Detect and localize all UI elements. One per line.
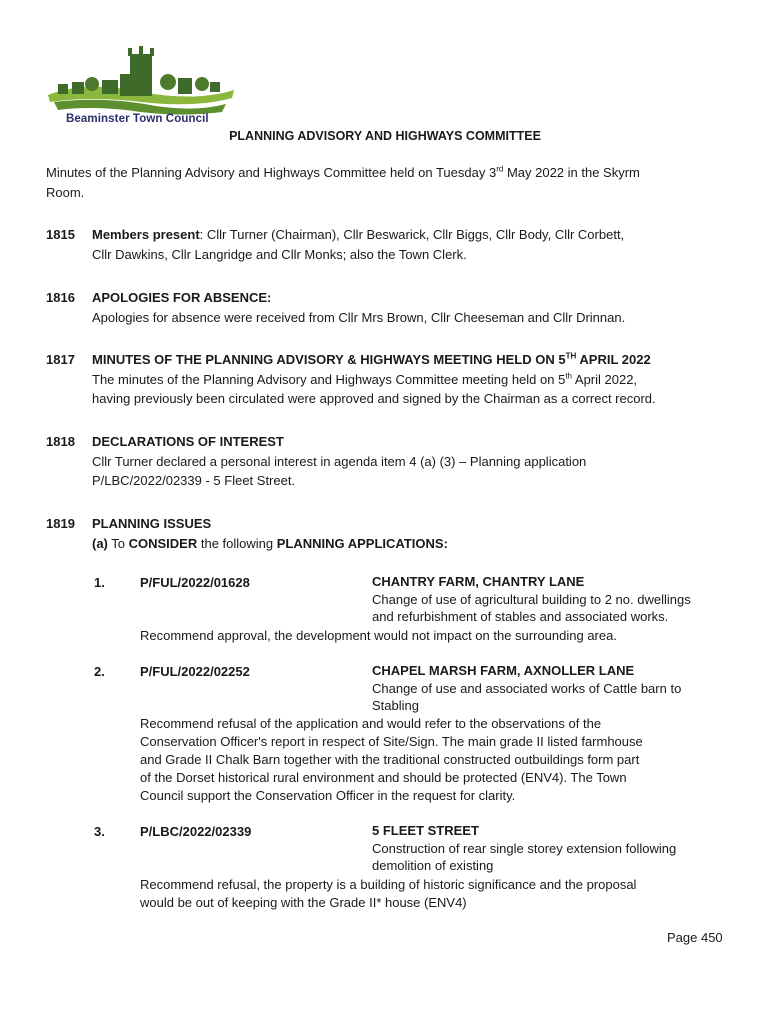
application-reference: P/FUL/2022/02252 (140, 664, 250, 679)
subheading-label: (a) (92, 535, 108, 551)
declarations-section (92, 432, 732, 491)
application-description-line: Construction of rear single storey extension following (372, 840, 677, 856)
application-description-line: Stabling (372, 698, 419, 713)
apologies-text: Apologies for absence were received from Cllr Mrs Brown, Cllr Cheeseman and Cllr Drinnan. (92, 309, 626, 325)
application-number: 2. (94, 664, 105, 679)
declarations-line2: P/LBC/2022/02339 - 5 Fleet Street. (92, 473, 296, 488)
application-number: 3. (94, 824, 105, 839)
item-number-1815: 1815 (46, 227, 75, 242)
application-reference: P/FUL/2022/01628 (140, 575, 250, 590)
application-description-line: and refurbishment of stables and associated works. (372, 609, 669, 624)
application-site-name: CHANTRY FARM, CHANTRY LANE (372, 574, 585, 589)
planning-issues-heading: PLANNING ISSUES (92, 516, 212, 531)
members-present-section (92, 225, 732, 264)
application-description-line: demolition of existing (372, 858, 494, 873)
application-site (372, 662, 727, 715)
page-number: Page 450 (667, 930, 723, 945)
intro-text: Minutes of the Planning Advisory and Highways Committee held on Tuesday 3 (46, 165, 497, 180)
recommendation-line: Recommend refusal of the application and would refer to the observations of the (140, 716, 602, 731)
application-recommendation (140, 626, 730, 646)
intro-paragraph (46, 163, 726, 202)
declarations-line1: Cllr Turner declared a personal interest in agenda item 4 (a) (3) – Planning application (92, 453, 587, 469)
subheading-text-1: To (107, 535, 129, 551)
application-site (372, 573, 727, 626)
subheading-consider: CONSIDER (128, 535, 198, 551)
application-site-name: CHAPEL MARSH FARM, AXNOLLER LANE (372, 663, 635, 678)
recommendation-line: would be out of keeping with the Grade II* house (ENV4) (140, 895, 467, 910)
previous-minutes-line1-sup: th (565, 371, 572, 381)
logo-wordmark: Beaminster Town Council (66, 113, 209, 125)
subheading-text-2: the following (197, 535, 277, 551)
intro-sup: rd (496, 164, 504, 174)
item-number-1816: 1816 (46, 290, 75, 305)
recommendation-line: Recommend refusal, the property is a building of historic significance and the proposal (140, 877, 637, 892)
recommendation-line: and Grade II Chalk Barn together with the traditional constructed outbuildings form part (140, 752, 640, 767)
previous-minutes-section (92, 350, 732, 409)
members-present-line1: : Cllr Turner (Chairman), Cllr Beswarick, Cllr Biggs, Cllr Body, Cllr Corbett, (199, 227, 625, 242)
item-number-1817: 1817 (46, 352, 75, 367)
intro-text-rest: May 2022 in the Skyrm (503, 165, 640, 180)
previous-minutes-heading-rest: APRIL 2022 (576, 352, 651, 367)
members-present-line2: Cllr Dawkins, Cllr Langridge and Cllr Monks; also the Town Clerk. (92, 246, 467, 262)
declarations-heading: DECLARATIONS OF INTEREST (92, 434, 284, 449)
page-title: PLANNING ADVISORY AND HIGHWAYS COMMITTEE (229, 129, 541, 143)
previous-minutes-heading-sup: TH (565, 351, 577, 361)
recommendation-line: of the Dorset historical rural environment and should be protected (ENV4). The Town (140, 770, 627, 785)
recommendation-line: Conservation Officer's report in respect of Site/Sign. The main grade II listed farmhouse (140, 734, 643, 749)
planning-issues-subheading (92, 534, 732, 554)
application-reference: P/LBC/2022/02339 (140, 824, 252, 839)
application-site-name: 5 FLEET STREET (372, 823, 479, 838)
apologies-section (92, 288, 732, 327)
planning-issues-section (92, 514, 732, 553)
application-number: 1. (94, 575, 105, 590)
application-recommendation (140, 876, 730, 912)
members-present-heading: Members present (92, 227, 200, 242)
application-recommendation (140, 715, 730, 805)
previous-minutes-line1: The minutes of the Planning Advisory and Highways Committee meeting held on 5 (92, 371, 566, 387)
subheading-applications: PLANNING APPLICATIONS: (276, 535, 448, 551)
previous-minutes-line1-rest: April 2022, (572, 371, 638, 387)
recommendation-line: Recommend approval, the development would not impact on the surrounding area. (140, 628, 617, 643)
recommendation-line: Council support the Conservation Officer in the request for clarity. (140, 788, 516, 803)
previous-minutes-heading: MINUTES OF THE PLANNING ADVISORY & HIGHWAYS MEETING HELD ON 5 (92, 352, 566, 367)
item-number-1818: 1818 (46, 434, 75, 449)
item-number-1819: 1819 (46, 516, 75, 531)
application-site (372, 822, 727, 875)
application-description-line: Change of use of agricultural building to 2 no. dwellings (372, 591, 691, 607)
application-description-line: Change of use and associated works of Cattle barn to (372, 680, 682, 696)
apologies-heading: APOLOGIES FOR ABSENCE: (92, 290, 272, 305)
intro-line2: Room. (46, 184, 85, 200)
previous-minutes-line2: having previously been circulated were approved and signed by the Chairman as a correct record. (92, 391, 656, 406)
